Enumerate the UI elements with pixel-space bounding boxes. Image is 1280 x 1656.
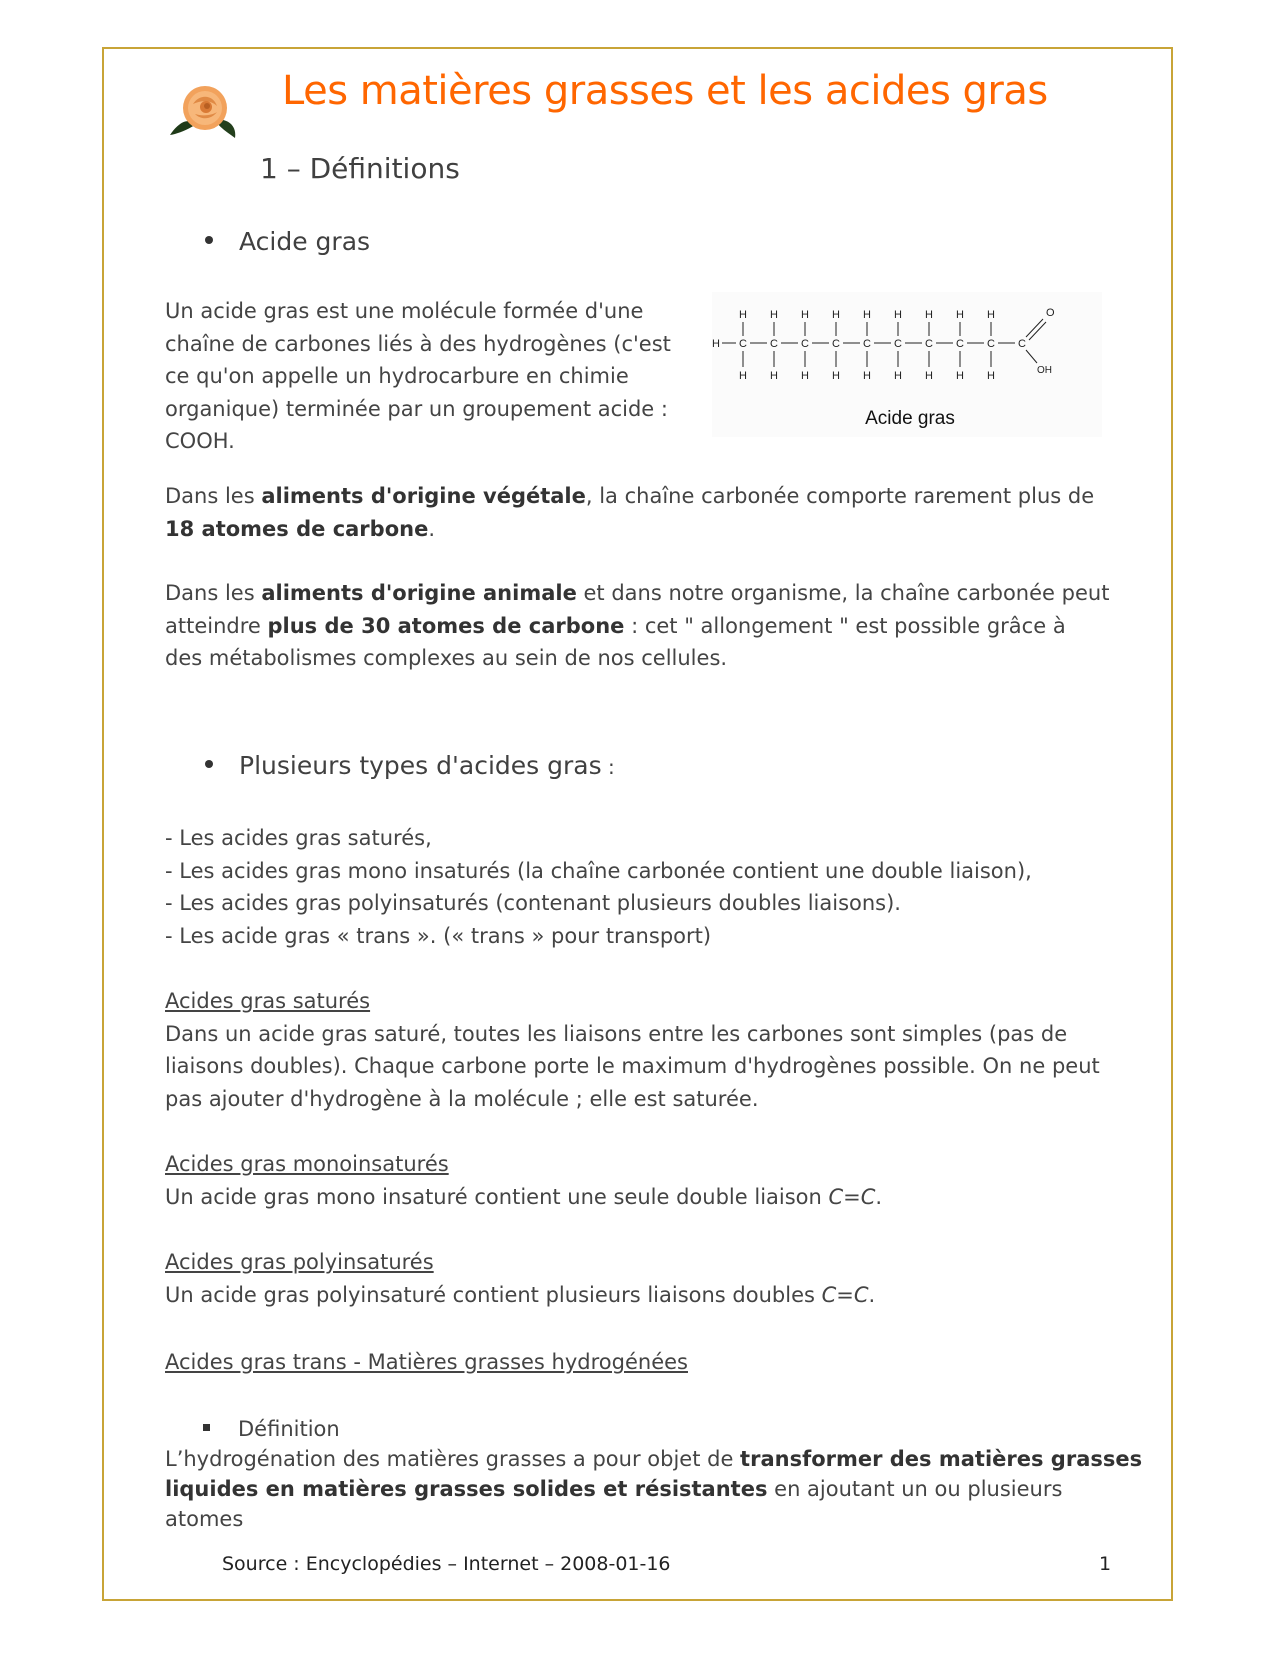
- atom-h: H: [832, 309, 840, 321]
- list-item: - Les acides gras mono insaturés (la chaîne carbonée contient une double liaison),: [165, 858, 1032, 883]
- vegetale-paragraph: Dans les aliments d'origine végétale, la chaîne carbonée comporte rarement plus de 18 atomes de carbone.: [165, 484, 1095, 541]
- trans-heading: Acides gras trans - Matières grasses hydrogénées: [165, 1350, 688, 1374]
- atom-h: H: [925, 370, 933, 382]
- atom-o: O: [1046, 307, 1055, 319]
- atom-h: H: [712, 338, 720, 350]
- atom-c: C: [1018, 338, 1026, 350]
- types-list: [165, 822, 1125, 952]
- atom-c: C: [801, 338, 809, 350]
- diagram-caption: Acide gras: [865, 408, 955, 429]
- fatty-acid-diagram: [712, 292, 1102, 437]
- poly-heading: Acides gras polyinsaturés: [165, 1250, 434, 1274]
- list-item: - Les acides gras saturés,: [165, 826, 432, 850]
- section-heading: 1 – Définitions: [260, 152, 460, 185]
- atom-h: H: [863, 370, 871, 382]
- list-item: - Les acides gras polyinsaturés (contenant plusieurs doubles liaisons).: [165, 891, 901, 916]
- rose-icon: [165, 80, 243, 140]
- atom-c: C: [770, 338, 778, 350]
- definition-item: Définition: [203, 1413, 340, 1446]
- square-bullet-icon: [203, 1424, 210, 1431]
- atom-h: H: [770, 370, 778, 382]
- atom-c: C: [956, 338, 964, 350]
- hydrogenation-paragraph: L’hydrogénation des matières grasses a pour objet de transformer des matières grasses liquides en matières grasses solides et résistantes en ajoutant un ou plusieurs atomes: [165, 1447, 1143, 1531]
- mono-section: Acides gras monoinsaturés Un acide gras mono insaturé contient une seule double liaison C=C.: [165, 1148, 1125, 1213]
- atom-h: H: [987, 309, 995, 321]
- atom-h: H: [832, 370, 840, 382]
- bond: [1026, 350, 1037, 363]
- atom-c: C: [832, 338, 840, 350]
- atom-h: H: [987, 370, 995, 382]
- page-title: Les matières grasses et les acides gras: [282, 68, 1048, 114]
- page-number: 1: [1099, 1553, 1112, 1575]
- bullet-icon: [205, 236, 213, 244]
- satures-heading: Acides gras saturés: [165, 989, 371, 1013]
- atom-c: C: [987, 338, 995, 350]
- types-heading: Plusieurs types d'acides gras :: [205, 751, 615, 780]
- atom-h: H: [925, 309, 933, 321]
- atom-h: H: [739, 370, 747, 382]
- atom-c: C: [739, 338, 747, 350]
- satures-section: Acides gras saturés Dans un acide gras saturé, toutes les liaisons entre les carbones sont simples (pas de liaisons doubles). Chaque carbone porte le maximum d'hydrogènes possible. On ne peut pas ajouter d'hydrogène à la molécule ; elle est saturée.: [165, 985, 1125, 1115]
- intro-paragraph: Un acide gras est une molécule formée d'une chaîne de carbones liés à des hydrogènes (c'est ce qu'on appelle un hydrocarbure en chimie organique) terminée par un groupement acide : COOH.: [165, 299, 671, 454]
- atom-c: C: [925, 338, 933, 350]
- atom-h: H: [801, 309, 809, 321]
- atom-h: H: [863, 309, 871, 321]
- atom-h: H: [739, 309, 747, 321]
- atom-c: C: [894, 338, 902, 350]
- atom-h: H: [770, 309, 778, 321]
- atom-h: H: [956, 309, 964, 321]
- atom-oh: OH: [1037, 365, 1052, 376]
- animale-paragraph: Dans les aliments d'origine animale et dans notre organisme, la chaîne carbonée peut atteindre plus de 30 atomes de carbone : cet " allongement " est possible grâce à des métabolismes complexes au sein de nos cellules.: [165, 581, 1110, 671]
- acide-gras-heading: Acide gras: [205, 227, 370, 256]
- bullet-icon: [205, 760, 213, 768]
- mono-heading: Acides gras monoinsaturés: [165, 1152, 449, 1176]
- atom-h: H: [894, 370, 902, 382]
- atom-h: H: [801, 370, 809, 382]
- atom-h: H: [894, 309, 902, 321]
- atom-c: C: [863, 338, 871, 350]
- poly-section: Acides gras polyinsaturés Un acide gras polyinsaturé contient plusieurs liaisons doubles C=C.: [165, 1246, 1125, 1311]
- footer-source: Source : Encyclopédies – Internet – 2008-01-16: [222, 1553, 671, 1575]
- list-item: - Les acide gras « trans ». (« trans » pour transport): [165, 923, 712, 948]
- atom-h: H: [956, 370, 964, 382]
